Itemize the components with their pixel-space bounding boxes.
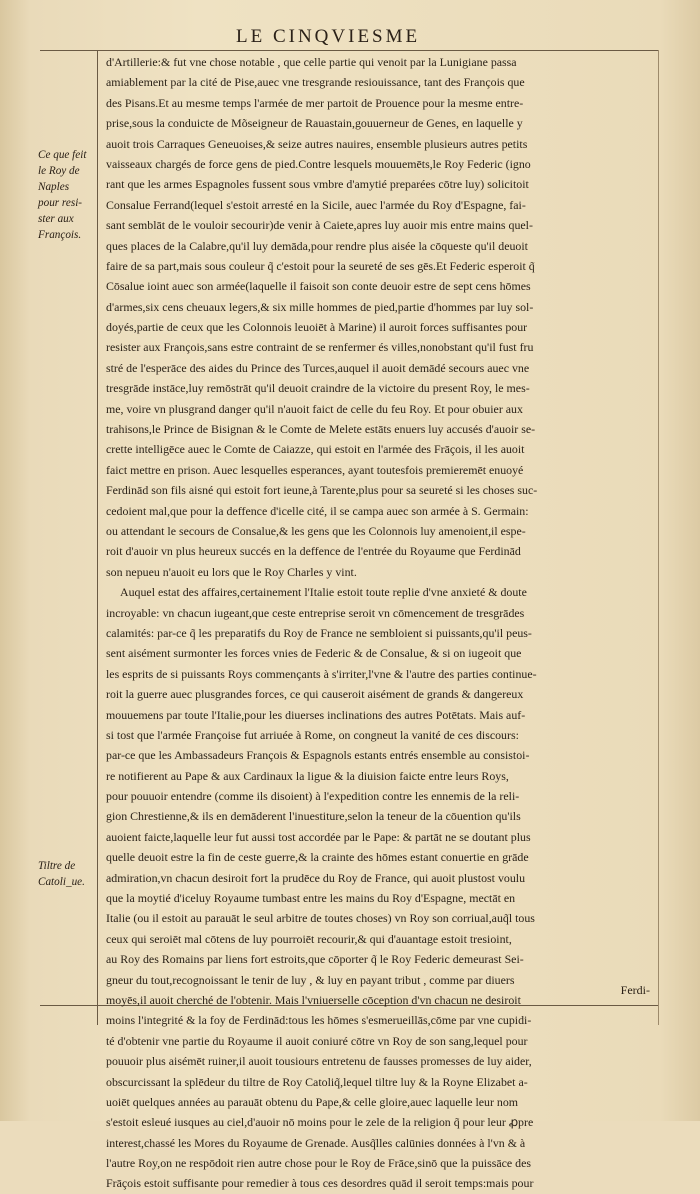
text-line: ques places de la Calabre,qu'il luy demāda,pour rendre plus aisée la cōqueste qu'il deuoit [106, 238, 528, 253]
margin-note-naples [38, 147, 100, 243]
text-line: Consalue Ferrand(lequel s'estoit arresté en la Sicile, auec l'armée du Roy d'Espagne, fai- [106, 197, 526, 212]
text-line: cedoient mal,que pour la deffence d'icelle cité, il se campa auec son armée à S. Germain: [106, 503, 529, 518]
right-rule [658, 50, 659, 1025]
text-line: stré de l'esperāce des aides du Prince des Turces,auquel il auoit demādé secours auec vne [106, 360, 530, 375]
text-line: Frāçois estoit suffisante pour remedier à tous ces desordres quād il seroit temps:mais pour [106, 1176, 534, 1191]
text-line: admiration,vn chacun desiroit fort la prudēce du Roy de France, qui auoit plustost voulu [106, 870, 526, 885]
margin-note-line: le Roy de [38, 165, 80, 177]
text-line: sent aisément surmonter les forces vnies de Federic & de Consalue, & si on iugeoit que [106, 646, 522, 661]
text-line: prise,sous la conduicte de Mõseigneur de Rauastain,gouuerneur de Genes, en laquelle y [106, 116, 523, 131]
text-line: gion Chrestienne,& ils en demāderent l'inuestiture,selon la teneur de la cōuention qu'ils [106, 809, 521, 824]
text-line: trahisons,le Prince de Bisignan & le Comte de Melete estāts enuers luy accusés d'auoir se- [106, 422, 536, 437]
top-rule [40, 50, 658, 51]
margin-note-catolique [38, 858, 100, 890]
text-line: me, voire vn plusgrand danger qu'il n'auoit faict de celle du feu Roy. Et pour obuier aux [106, 401, 523, 416]
text-line: s'estoit esleué iusques au ciel,d'auoir nō moins pour le zele de la religion q̃ pour leur ꝓpre [106, 1115, 534, 1130]
text-line: son nepueu n'auoit eu lors que le Roy Charles y vint. [106, 564, 357, 579]
text-line: d'armes,six cens cheuaux legers,& six mille hommes de pied,partie d'hommes par luy sol- [106, 299, 534, 314]
text-line: quelle deuoit estre la fin de ceste guerre,& la crainte des hōmes estant conuertie en grāde [106, 850, 529, 865]
margin-note-line: Ce que feit [38, 149, 87, 161]
catchword: Ferdi- [620, 983, 650, 997]
running-title: LE CINQVIESME [236, 26, 421, 47]
text-line: mouuemens par toute l'Italie,pour les diuerses inclinations des autres Potētats. Mais auf- [106, 707, 526, 722]
text-line: moins l'integrité & la foy de Ferdinād:tous les hōmes s'esmerueillās,cōme par vne cupidi- [106, 1013, 532, 1028]
text-line: l'autre Roy,on ne respōdoit rien autre chose pour le Roy de Frāce,sinō que la puissāce des [106, 1156, 532, 1171]
text-line: obscurcissant la splēdeur du tiltre de Roy Catoliq̃,lequel tiltre luy & la Royne Elizabet a- [106, 1074, 528, 1089]
text-line: vaisseaux chargés de force gens de pied.Contre lesquels mouuemēts,le Roy Federic (igno [106, 156, 531, 171]
text-line: d'Artillerie:& fut vne chose notable , que celle partie qui venoit par la Lunigiane passa [106, 55, 517, 69]
text-line: sant semblāt de le vouloir secourir)de venir à Caiete,apres luy auoir mis entre mains quel- [106, 218, 533, 233]
text-line: Ferdinād son fils aisné qui estoit fort ieune,à Tarente,plus pour sa seureté si les choses suc- [106, 483, 538, 498]
text-line: té d'obtenir vne partie du Royaume il auoit coniuré cōtre vn Roy de son sang,lequel pour [106, 1033, 528, 1048]
text-line: resister aux François,sans estre contraint de se renfermer és villes,nonobstant qu'il fust fru [106, 340, 534, 355]
text-line: auoient faicte,laquelle leur fut aussi tost accordée par le Pape: & partāt ne se doutant plus [106, 829, 531, 844]
text-line: tresgrāde instāce,luy remōstrāt qu'il deuoit craindre de la victoire du present Roy, le mes- [106, 381, 530, 396]
text-line: faict mettre en prison. Auec lesquelles esperances, ayant toutesfois premieremēt enuoyé [106, 462, 524, 477]
text-line: pour pouuoir entendre (comme ils disoient) à l'expedition contre les ennemis de la reli- [106, 789, 520, 804]
text-line: des Pisans.Et au mesme temps l'armée de mer partoit de Prouence pour la mesme entre- [106, 95, 524, 110]
margin-note-line: Catoli_ue. [38, 876, 85, 888]
text-line: ou attendant le secours de Consalue,& les gens que les Colonnois luy amenoient,il espe- [106, 523, 526, 538]
text-line: faire de sa part,mais sous couleur q̃ c'estoit pour la seureté de ses gēs.Et Federic esperoit q̃ [106, 258, 535, 273]
text-line: Cōsalue ioint auec son armée(laquelle il faisoit son conte deuoir estre de sept cens hōmes [106, 279, 531, 294]
text-line: roit d'auoir vn plus heureux succés en la deffence de l'entrée du Royaume que Ferdinād [106, 544, 521, 559]
text-line: par-ce que les Ambassadeurs François & Espagnols estants entrés ensemble au consistoi- [106, 748, 530, 763]
text-line: Auquel estat des affaires,certainement l'Italie estoit toute replie d'vne anxieté & doute [120, 585, 527, 600]
text-line: incroyable: vn chacun iugeant,que ceste entreprise seroit vn cōmencement de tresgrādes [106, 605, 525, 620]
text-line: roit la guerre auec plusgrandes forces, ce qui causeroit aisément de grands & dangereux [106, 687, 524, 702]
text-line: uoiēt quelques années au parauāt obtenu du Pape,& celle gloire,auec laquelle leur nom [106, 1094, 519, 1109]
body-text [106, 52, 654, 1194]
text-line: interest,chassé les Mores du Royaume de Grenade. Ausq̃lles calūnies données à l'vn & à [106, 1135, 526, 1150]
margin-note-line: François. [38, 229, 82, 241]
text-line: ceux qui seroiēt mal cōtens de luy pourroiēt recourir,& qui d'auantage estoit tresioint, [106, 931, 512, 946]
text-line: rant que les armes Espagnoles fussent sous vmbre d'amytié preparées cōtre luy) solicitoit [106, 177, 529, 192]
margin-note-line: pour resi- [38, 197, 83, 209]
text-line: crette intelligēce auec le Comte de Caiazze, qui estoit en l'armée des Frāçois, il les auoit [106, 442, 525, 457]
margin-note-line: ster aux [38, 213, 74, 225]
margin-note-line: Naples [38, 181, 70, 193]
text-line: si tost que l'armée Françoise fut arriuée à Rome, on congneut la vanité de ces discours: [106, 727, 519, 742]
text-line: gneur du tout,recognoissant le tenir de luy , & luy en payant tribut , comme par diuers [106, 972, 515, 987]
text-line: les esprits de si puissants Roys commençants à s'irriter,l'vne & l'autre des parties continue- [106, 666, 537, 681]
text-line: moyēs,il auoit cherché de l'obtenir. Mais l'vniuerselle cōception d'vn chacun ne desiroit [106, 992, 521, 1007]
text-line: Italie (ou il estoit au parauāt le seul arbitre de toutes choses) vn Roy son corriual,auq̃l tous [106, 911, 535, 926]
margin-note-line: Tiltre de [38, 860, 76, 872]
text-line: re notifierent au Pape & aux Cardinaux la ligue & la diuision faicte entre leurs Roys, [106, 768, 509, 783]
text-line: au Roy des Romains par liens fort estroits,que cōporter q̃ le Roy Federic demeurast Sei- [106, 952, 524, 967]
text-line: que la moytié d'iceluy Royaume tumbast entre les mains du Roy d'Espagne, mectāt en [106, 891, 516, 906]
text-line: pouuoir plus aisémēt ruiner,il auoit tousiours entretenu de fausses promesses de luy aider, [106, 1054, 532, 1069]
text-line: amiablement par la cité de Pise,auec vne tresgrande resiouissance, tant des François que [106, 75, 525, 90]
text-line: auoit trois Carraques Geneuoises,& seize autres nauires, ensemble plusieurs autres petits [106, 136, 528, 151]
text-line: doyés,partie de ceux que les Colonnois leuoiēt à Marine) il auroit forces suffisantes pour [106, 320, 528, 335]
text-line: calamités: par-ce q̃ les preparatifs du Roy de France ne sembloient si puissants,qu'il peus- [106, 625, 532, 640]
